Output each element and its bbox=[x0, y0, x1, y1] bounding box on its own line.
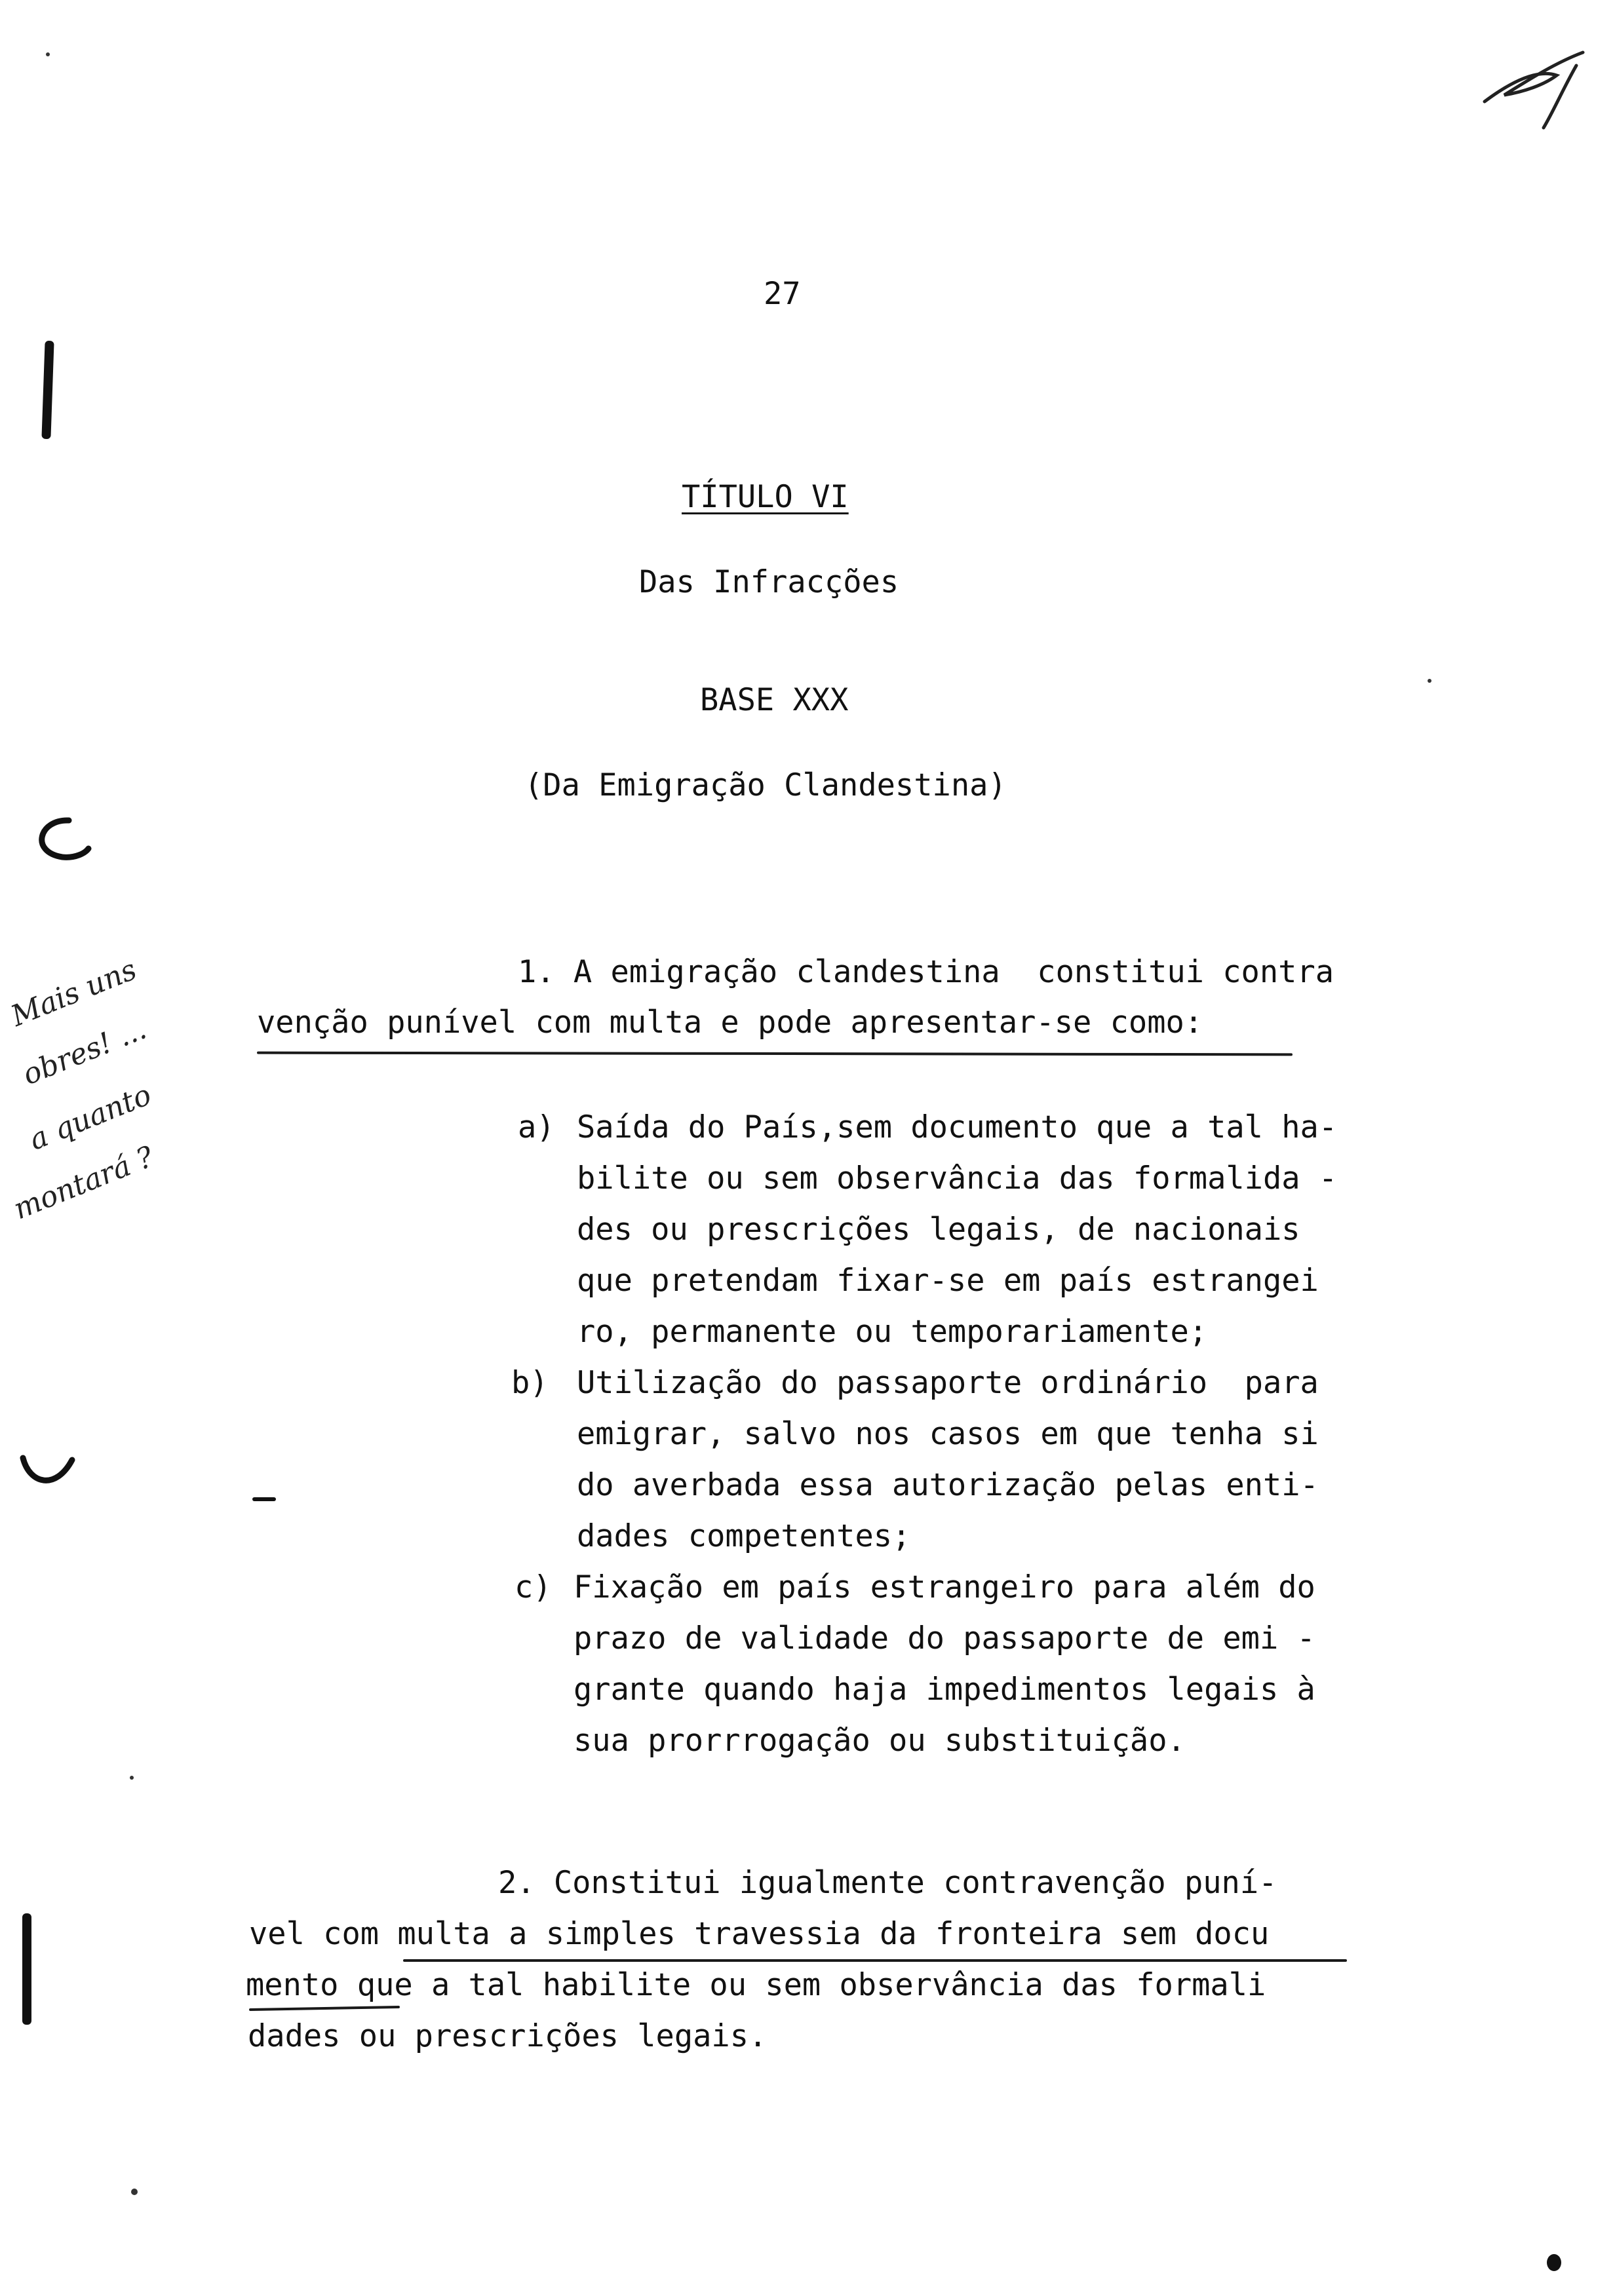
page-number: 27 bbox=[764, 276, 801, 312]
paragraph-1-line-2: venção punível com multa e pode apresentar-se como: bbox=[257, 1004, 1203, 1041]
item-b-line-1: Utilização do passaporte ordinário para bbox=[577, 1365, 1319, 1401]
margin-dash-mark bbox=[252, 1497, 276, 1501]
item-a-line-3: des ou prescrições legais, de nacionais bbox=[577, 1212, 1300, 1248]
item-c-marker: c) bbox=[515, 1569, 552, 1605]
handwritten-note-line-4: montará ? bbox=[9, 1139, 159, 1227]
item-c-line-1: Fixação em país estrangeiro para além do bbox=[574, 1569, 1315, 1605]
paragraph-2-line-1: 2. Constitui igualmente contravenção puní- bbox=[498, 1865, 1277, 1901]
item-b-line-2: emigrar, salvo nos casos em que tenha si bbox=[577, 1416, 1319, 1452]
item-c-line-3: grante quando haja impedimentos legais à bbox=[574, 1672, 1315, 1708]
item-a-marker: a) bbox=[518, 1109, 555, 1145]
title-heading: TÍTULO VI bbox=[682, 479, 849, 515]
margin-bar-mark bbox=[22, 1913, 31, 2025]
paragraph-1-line-1: 1. A emigração clandestina constitui contra bbox=[518, 954, 1334, 990]
margin-arc-mark bbox=[23, 813, 95, 871]
scan-speck bbox=[1428, 679, 1431, 683]
handwritten-note-line-3: a quanto bbox=[24, 1078, 156, 1157]
item-a-line-4: que pretendam fixar-se em país estrangei bbox=[577, 1263, 1319, 1299]
paragraph-2-line-4: dades ou prescrições legais. bbox=[248, 2018, 768, 2054]
handwritten-note-line-1: Mais uns bbox=[6, 953, 142, 1033]
paragraph-2-line-2: vel com multa a simples travessia da fronteira sem docu bbox=[249, 1916, 1270, 1952]
item-a-line-5: ro, permanente ou temporariamente; bbox=[577, 1314, 1208, 1350]
handwritten-note-line-2: obres! ... bbox=[18, 1012, 151, 1092]
base-subheading: (Da Emigração Clandestina) bbox=[524, 767, 1007, 803]
scan-speck bbox=[1547, 2254, 1561, 2271]
margin-bar-mark bbox=[41, 341, 54, 439]
scan-speck bbox=[130, 1776, 134, 1780]
item-a-line-2: bilite ou sem observância das formalida - bbox=[577, 1160, 1338, 1196]
item-b-line-4: dades competentes; bbox=[577, 1518, 911, 1554]
section-heading: Das Infracções bbox=[639, 564, 899, 600]
scan-speck bbox=[46, 52, 50, 56]
paragraph-2-line-3: mento que a tal habilite ou sem observância das formali bbox=[246, 1967, 1266, 2003]
item-b-marker: b) bbox=[511, 1365, 549, 1401]
underline-stroke bbox=[403, 1959, 1347, 1962]
item-a-line-1: Saída do País,sem documento que a tal ha- bbox=[577, 1109, 1338, 1145]
underline-stroke bbox=[257, 1052, 1293, 1056]
item-c-line-2: prazo de validade do passaporte de emi - bbox=[574, 1620, 1315, 1656]
base-heading: BASE XXX bbox=[700, 682, 849, 718]
initials-signature bbox=[1478, 29, 1596, 134]
scan-speck bbox=[131, 2189, 138, 2195]
margin-arc-mark bbox=[16, 1448, 82, 1501]
item-c-line-4: sua prorrrogação ou substituição. bbox=[574, 1723, 1186, 1759]
item-b-line-3: do averbada essa autorização pelas enti- bbox=[577, 1467, 1319, 1503]
